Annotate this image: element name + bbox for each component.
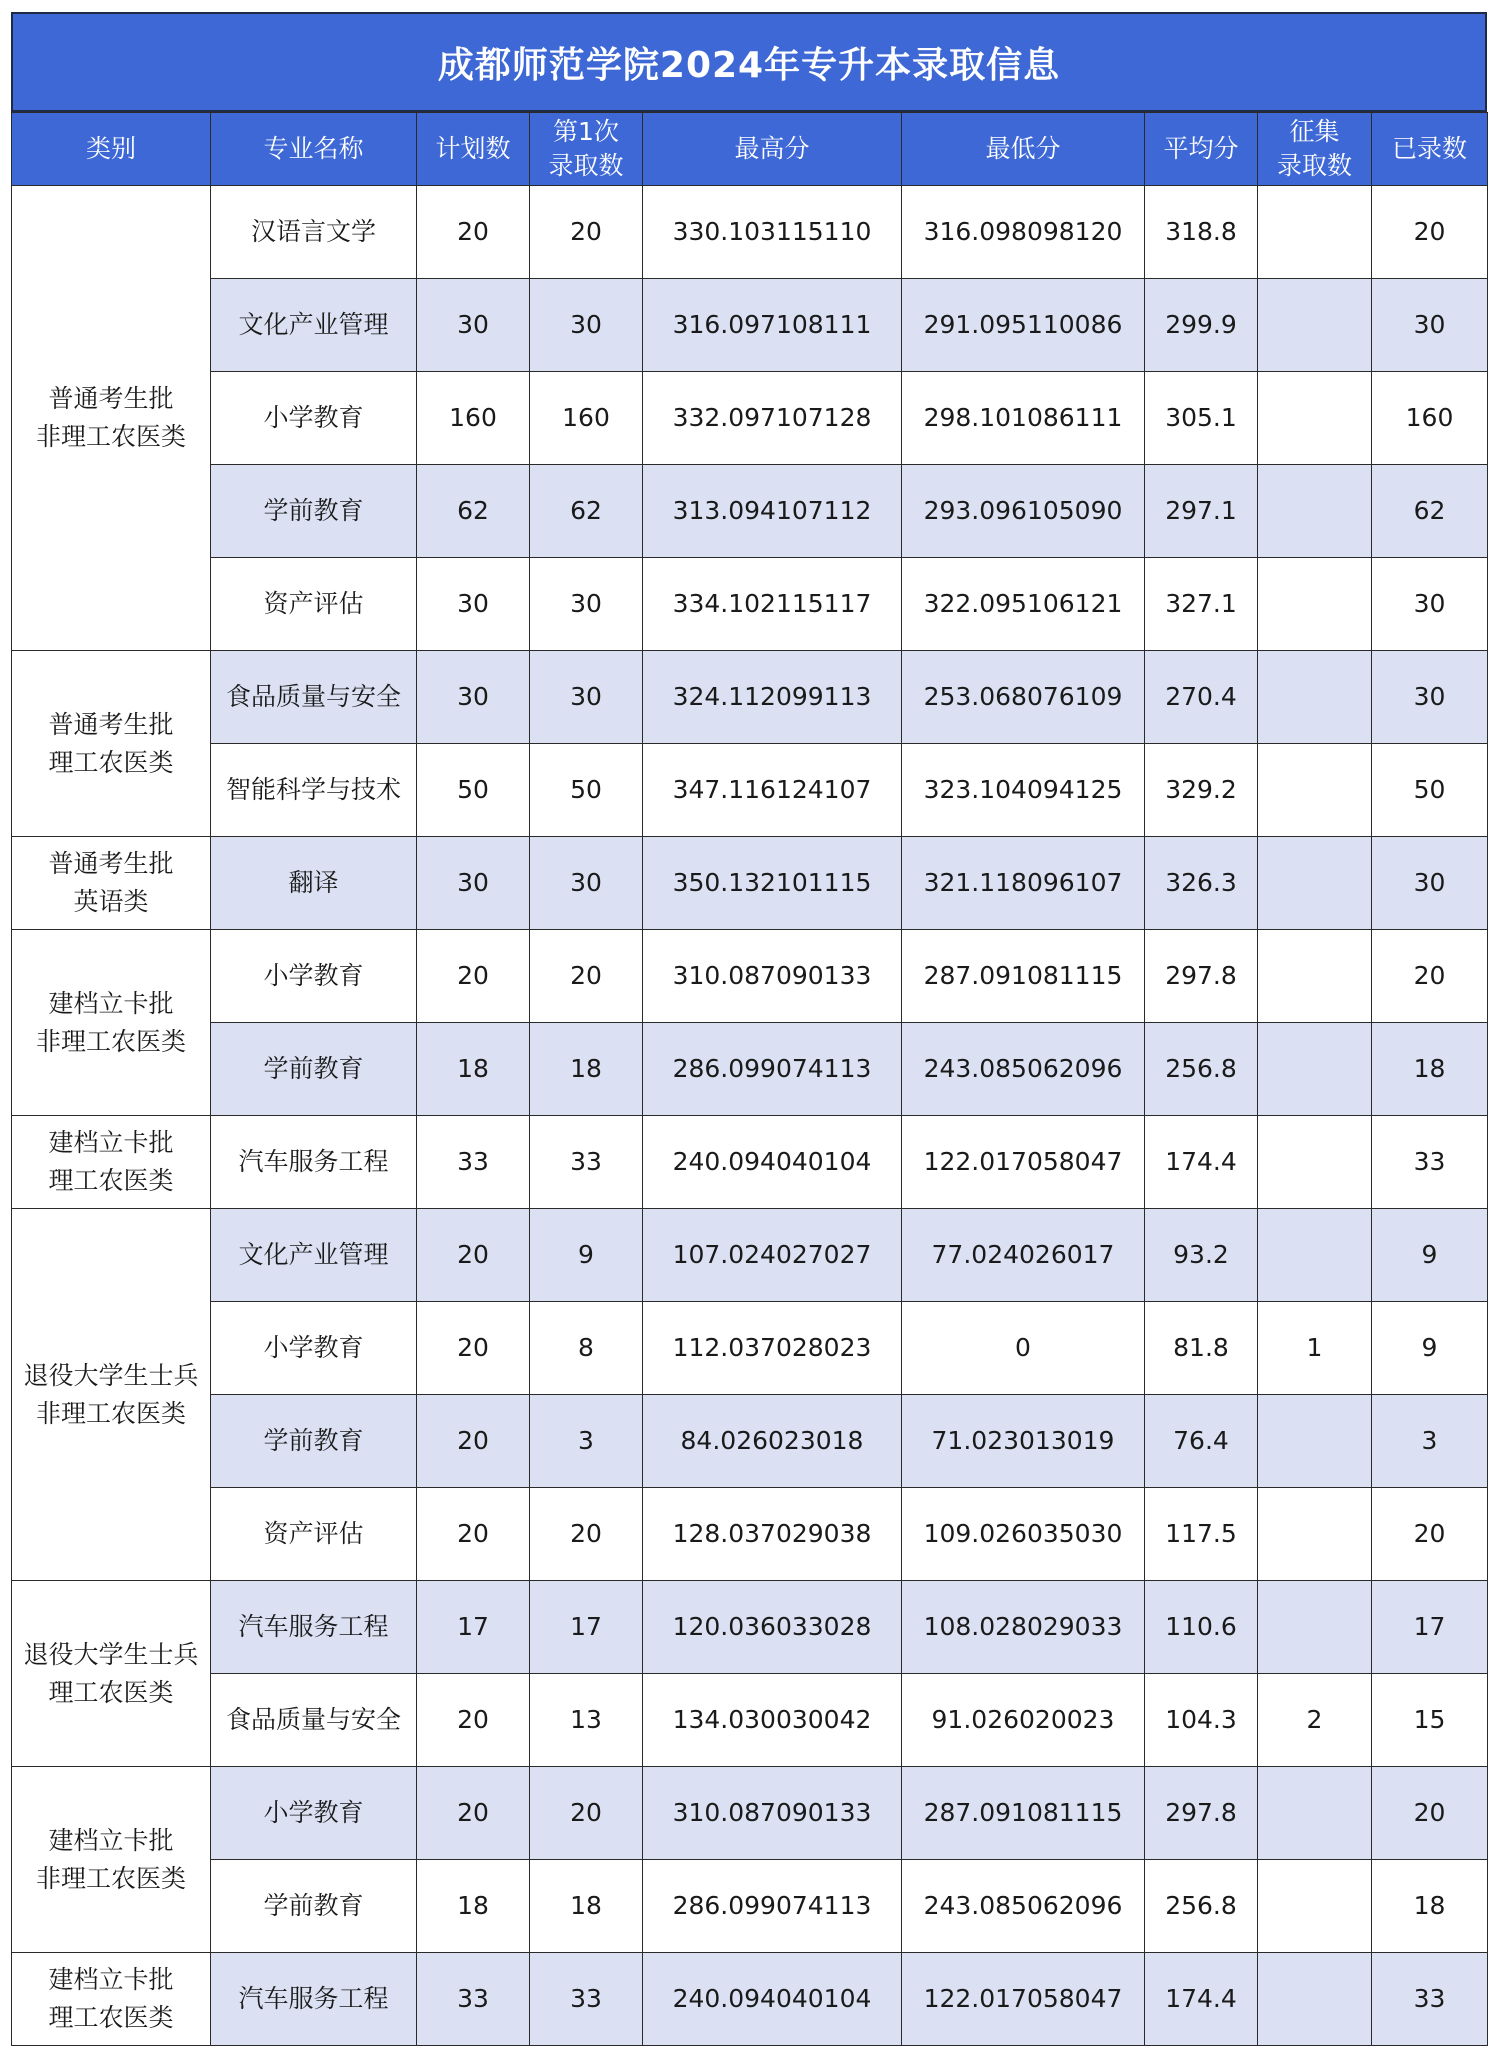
cell-min: 122.017058047 (902, 1953, 1145, 2046)
table-row (12, 372, 1488, 465)
cell-first: 18 (530, 1023, 643, 1116)
cell-extra (1258, 558, 1372, 651)
header-admitted: 已录数 (1372, 113, 1488, 186)
cell-extra (1258, 744, 1372, 837)
cell-plan: 20 (417, 186, 530, 279)
table-header-row (12, 113, 1488, 186)
cell-min: 0 (902, 1302, 1145, 1395)
cell-major: 小学教育 (211, 1767, 417, 1860)
category-cell (12, 186, 211, 651)
cell-major: 智能科学与技术 (211, 744, 417, 837)
cell-extra (1258, 1953, 1372, 2046)
cell-first: 17 (530, 1581, 643, 1674)
category-line1: 建档立卡批 (48, 1825, 174, 1855)
cell-admitted: 15 (1372, 1674, 1488, 1767)
cell-major: 食品质量与安全 (211, 651, 417, 744)
cell-extra (1258, 1860, 1372, 1953)
cell-max: 128.037029038 (643, 1488, 902, 1581)
category-cell (12, 1116, 211, 1209)
table-row (12, 1953, 1488, 2046)
cell-min: 291.095110086 (902, 279, 1145, 372)
cell-extra (1258, 837, 1372, 930)
cell-extra: 2 (1258, 1674, 1372, 1767)
cell-avg: 326.3 (1145, 837, 1258, 930)
category-line1: 建档立卡批 (48, 988, 174, 1018)
cell-first: 13 (530, 1674, 643, 1767)
cell-max: 347.116124107 (643, 744, 902, 837)
cell-first: 3 (530, 1395, 643, 1488)
cell-max: 286.099074113 (643, 1023, 902, 1116)
cell-extra (1258, 465, 1372, 558)
category-line2: 理工农医类 (48, 2003, 174, 2032)
cell-plan: 18 (417, 1860, 530, 1953)
cell-min: 316.098098120 (902, 186, 1145, 279)
cell-avg: 329.2 (1145, 744, 1258, 837)
cell-max: 120.036033028 (643, 1581, 902, 1674)
cell-min: 287.091081115 (902, 930, 1145, 1023)
cell-min: 322.095106121 (902, 558, 1145, 651)
cell-avg: 117.5 (1145, 1488, 1258, 1581)
category-cell (12, 651, 211, 837)
cell-plan: 160 (417, 372, 530, 465)
cell-major: 学前教育 (211, 1395, 417, 1488)
cell-plan: 33 (417, 1116, 530, 1209)
cell-admitted: 30 (1372, 279, 1488, 372)
cell-first: 20 (530, 1767, 643, 1860)
header-extra-line1: 征集 (1289, 117, 1340, 146)
cell-min: 253.068076109 (902, 651, 1145, 744)
cell-admitted: 3 (1372, 1395, 1488, 1488)
cell-major: 食品质量与安全 (211, 1674, 417, 1767)
cell-admitted: 9 (1372, 1209, 1488, 1302)
cell-min: 91.026020023 (902, 1674, 1145, 1767)
category-line1: 退役大学生士兵 (23, 1639, 199, 1669)
cell-min: 323.104094125 (902, 744, 1145, 837)
cell-first: 9 (530, 1209, 643, 1302)
category-line1: 建档立卡批 (48, 1965, 174, 1994)
cell-admitted: 160 (1372, 372, 1488, 465)
table-row (12, 1860, 1488, 1953)
table-row (12, 558, 1488, 651)
cell-plan: 20 (417, 930, 530, 1023)
cell-first: 62 (530, 465, 643, 558)
cell-plan: 30 (417, 837, 530, 930)
cell-extra (1258, 1209, 1372, 1302)
cell-max: 84.026023018 (643, 1395, 902, 1488)
cell-min: 321.118096107 (902, 837, 1145, 930)
cell-avg: 256.8 (1145, 1023, 1258, 1116)
cell-admitted: 18 (1372, 1023, 1488, 1116)
cell-extra (1258, 1488, 1372, 1581)
table-row (12, 465, 1488, 558)
cell-admitted: 30 (1372, 651, 1488, 744)
cell-max: 330.103115110 (643, 186, 902, 279)
cell-avg: 110.6 (1145, 1581, 1258, 1674)
category-line2: 理工农医类 (48, 1677, 174, 1707)
cell-avg: 93.2 (1145, 1209, 1258, 1302)
category-line1: 退役大学生士兵 (23, 1360, 199, 1390)
table-row (12, 1581, 1488, 1674)
cell-major: 学前教育 (211, 465, 417, 558)
cell-avg: 297.1 (1145, 465, 1258, 558)
cell-first: 160 (530, 372, 643, 465)
cell-first: 30 (530, 558, 643, 651)
table-row (12, 1209, 1488, 1302)
header-first-round (530, 113, 643, 186)
cell-extra (1258, 1767, 1372, 1860)
cell-extra (1258, 1116, 1372, 1209)
cell-min: 108.028029033 (902, 1581, 1145, 1674)
cell-first: 8 (530, 1302, 643, 1395)
cell-avg: 174.4 (1145, 1953, 1258, 2046)
cell-plan: 20 (417, 1674, 530, 1767)
cell-plan: 30 (417, 651, 530, 744)
cell-admitted: 9 (1372, 1302, 1488, 1395)
category-cell (12, 1767, 211, 1953)
cell-major: 小学教育 (211, 930, 417, 1023)
header-first-round-line2: 录取数 (548, 151, 624, 180)
category-line2: 英语类 (73, 887, 149, 916)
cell-admitted: 20 (1372, 930, 1488, 1023)
cell-avg: 81.8 (1145, 1302, 1258, 1395)
cell-min: 109.026035030 (902, 1488, 1145, 1581)
cell-first: 20 (530, 930, 643, 1023)
table-row (12, 1302, 1488, 1395)
cell-plan: 20 (417, 1302, 530, 1395)
cell-admitted: 30 (1372, 837, 1488, 930)
cell-extra (1258, 372, 1372, 465)
page-title: 成都师范学院2024年专升本录取信息 (437, 44, 1061, 86)
cell-admitted: 20 (1372, 186, 1488, 279)
table-row (12, 651, 1488, 744)
cell-major: 汽车服务工程 (211, 1581, 417, 1674)
cell-extra (1258, 279, 1372, 372)
table-row (12, 744, 1488, 837)
table-row (12, 1674, 1488, 1767)
cell-avg: 270.4 (1145, 651, 1258, 744)
cell-min: 293.096105090 (902, 465, 1145, 558)
cell-first: 30 (530, 837, 643, 930)
cell-admitted: 30 (1372, 558, 1488, 651)
cell-major: 资产评估 (211, 1488, 417, 1581)
cell-min: 298.101086111 (902, 372, 1145, 465)
cell-admitted: 50 (1372, 744, 1488, 837)
category-line2: 非理工农医类 (35, 422, 186, 451)
cell-max: 240.094040104 (643, 1116, 902, 1209)
cell-major: 文化产业管理 (211, 279, 417, 372)
title-bar (11, 12, 1487, 112)
cell-max: 240.094040104 (643, 1953, 902, 2046)
cell-max: 107.024027027 (643, 1209, 902, 1302)
cell-avg: 305.1 (1145, 372, 1258, 465)
cell-extra (1258, 186, 1372, 279)
table-row (12, 1116, 1488, 1209)
cell-plan: 62 (417, 465, 530, 558)
cell-major: 翻译 (211, 837, 417, 930)
cell-admitted: 33 (1372, 1953, 1488, 2046)
cell-first: 20 (530, 1488, 643, 1581)
table-row (12, 279, 1488, 372)
cell-plan: 20 (417, 1488, 530, 1581)
cell-first: 30 (530, 279, 643, 372)
cell-major: 资产评估 (211, 558, 417, 651)
cell-min: 287.091081115 (902, 1767, 1145, 1860)
cell-avg: 297.8 (1145, 930, 1258, 1023)
cell-min: 77.024026017 (902, 1209, 1145, 1302)
cell-admitted: 20 (1372, 1488, 1488, 1581)
header-plan: 计划数 (417, 113, 530, 186)
cell-avg: 174.4 (1145, 1116, 1258, 1209)
cell-avg: 104.3 (1145, 1674, 1258, 1767)
cell-admitted: 62 (1372, 465, 1488, 558)
cell-plan: 50 (417, 744, 530, 837)
cell-max: 313.094107112 (643, 465, 902, 558)
cell-max: 310.087090133 (643, 930, 902, 1023)
header-extra-line2: 录取数 (1276, 151, 1352, 180)
category-line2: 理工农医类 (48, 1166, 174, 1195)
cell-plan: 20 (417, 1395, 530, 1488)
cell-max: 350.132101115 (643, 837, 902, 930)
cell-extra (1258, 930, 1372, 1023)
category-cell (12, 1209, 211, 1581)
cell-major: 小学教育 (211, 372, 417, 465)
category-cell (12, 930, 211, 1116)
admission-sheet (11, 12, 1487, 2062)
cell-extra (1258, 1023, 1372, 1116)
category-line1: 普通考生批 (48, 384, 174, 413)
cell-admitted: 33 (1372, 1116, 1488, 1209)
cell-max: 286.099074113 (643, 1860, 902, 1953)
cell-avg: 318.8 (1145, 186, 1258, 279)
cell-major: 学前教育 (211, 1023, 417, 1116)
cell-first: 50 (530, 744, 643, 837)
cell-avg: 299.9 (1145, 279, 1258, 372)
table-row (12, 186, 1488, 279)
table-row (12, 1023, 1488, 1116)
table-body (12, 186, 1488, 2046)
cell-max: 134.030030042 (643, 1674, 902, 1767)
category-line2: 非理工农医类 (35, 1398, 186, 1428)
cell-plan: 30 (417, 558, 530, 651)
cell-major: 汽车服务工程 (211, 1953, 417, 2046)
cell-major: 学前教育 (211, 1860, 417, 1953)
cell-extra (1258, 1581, 1372, 1674)
cell-plan: 20 (417, 1767, 530, 1860)
table-row (12, 930, 1488, 1023)
cell-max: 112.037028023 (643, 1302, 902, 1395)
cell-first: 33 (530, 1953, 643, 2046)
cell-extra: 1 (1258, 1302, 1372, 1395)
cell-avg: 76.4 (1145, 1395, 1258, 1488)
category-line1: 建档立卡批 (48, 1128, 174, 1157)
cell-plan: 30 (417, 279, 530, 372)
cell-major: 汉语言文学 (211, 186, 417, 279)
cell-min: 122.017058047 (902, 1116, 1145, 1209)
cell-plan: 20 (417, 1209, 530, 1302)
category-line2: 非理工农医类 (35, 1863, 186, 1893)
header-major: 专业名称 (211, 113, 417, 186)
header-min: 最低分 (902, 113, 1145, 186)
category-line1: 普通考生批 (48, 709, 174, 739)
cell-plan: 17 (417, 1581, 530, 1674)
cell-first: 30 (530, 651, 643, 744)
category-cell (12, 1581, 211, 1767)
cell-plan: 18 (417, 1023, 530, 1116)
header-category: 类别 (12, 113, 211, 186)
cell-avg: 327.1 (1145, 558, 1258, 651)
category-cell (12, 837, 211, 930)
cell-first: 18 (530, 1860, 643, 1953)
cell-max: 316.097108111 (643, 279, 902, 372)
category-line2: 理工农医类 (48, 747, 174, 777)
header-avg: 平均分 (1145, 113, 1258, 186)
category-cell (12, 1953, 211, 2046)
cell-admitted: 20 (1372, 1767, 1488, 1860)
header-extra (1258, 113, 1372, 186)
category-line2: 非理工农医类 (35, 1026, 186, 1056)
cell-min: 243.085062096 (902, 1860, 1145, 1953)
header-max: 最高分 (643, 113, 902, 186)
table-row (12, 1488, 1488, 1581)
cell-plan: 33 (417, 1953, 530, 2046)
cell-first: 33 (530, 1116, 643, 1209)
cell-max: 334.102115117 (643, 558, 902, 651)
table-row (12, 837, 1488, 930)
cell-max: 324.112099113 (643, 651, 902, 744)
cell-extra (1258, 1395, 1372, 1488)
cell-major: 文化产业管理 (211, 1209, 417, 1302)
cell-first: 20 (530, 186, 643, 279)
cell-major: 汽车服务工程 (211, 1116, 417, 1209)
cell-min: 243.085062096 (902, 1023, 1145, 1116)
cell-min: 71.023013019 (902, 1395, 1145, 1488)
cell-major: 小学教育 (211, 1302, 417, 1395)
cell-admitted: 17 (1372, 1581, 1488, 1674)
category-line1: 普通考生批 (48, 849, 174, 878)
header-first-round-line1: 第1次 (553, 117, 619, 146)
table-row (12, 1767, 1488, 1860)
cell-avg: 256.8 (1145, 1860, 1258, 1953)
cell-max: 332.097107128 (643, 372, 902, 465)
cell-avg: 297.8 (1145, 1767, 1258, 1860)
cell-max: 310.087090133 (643, 1767, 902, 1860)
admission-table (11, 112, 1488, 2046)
table-row (12, 1395, 1488, 1488)
cell-admitted: 18 (1372, 1860, 1488, 1953)
cell-extra (1258, 651, 1372, 744)
